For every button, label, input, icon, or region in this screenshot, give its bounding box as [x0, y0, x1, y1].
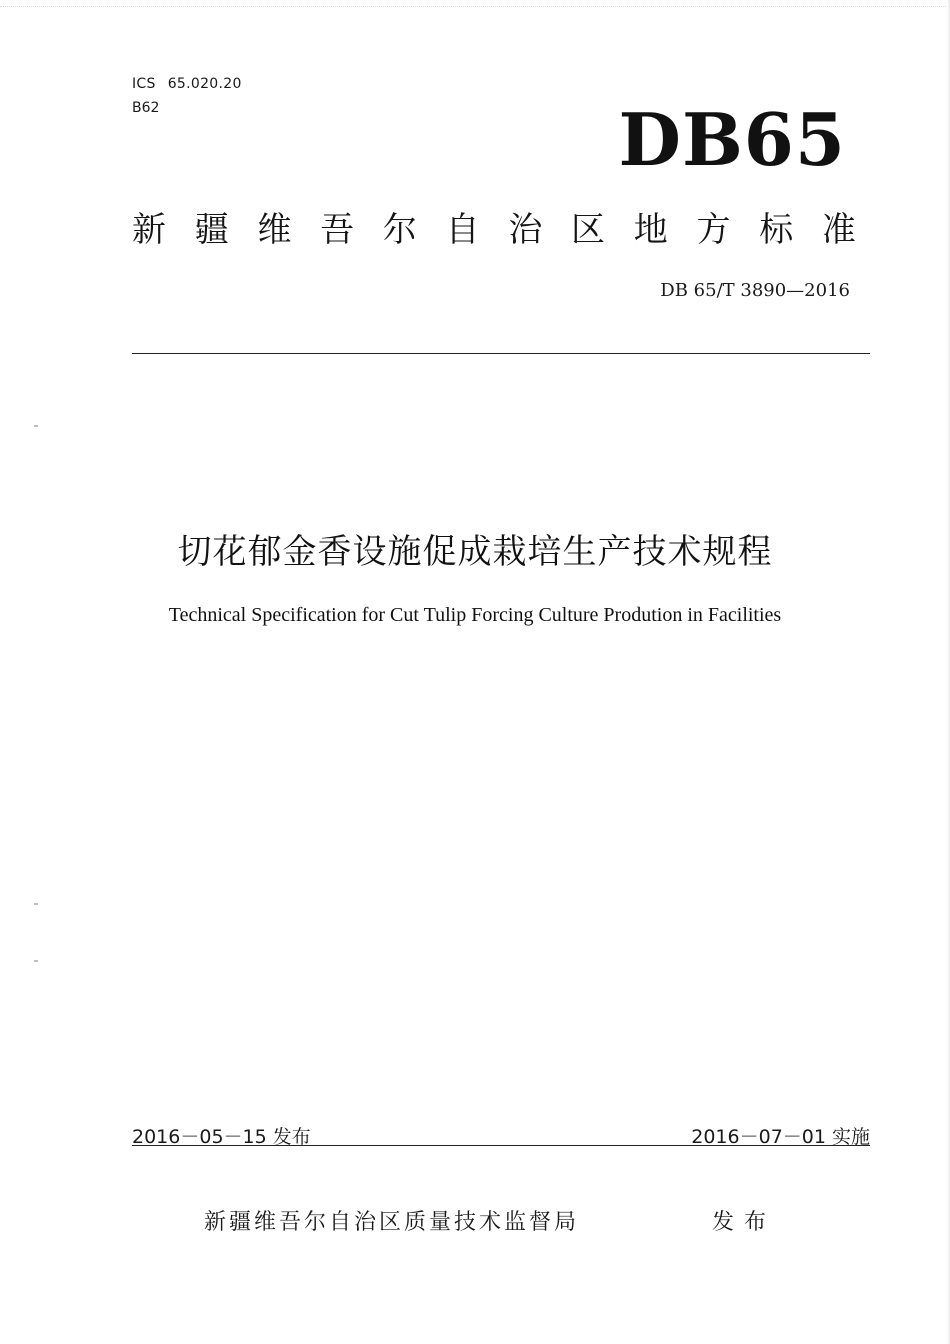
header-divider	[132, 353, 870, 354]
standard-type-char: 新	[132, 210, 166, 250]
implementation-date: 2016－07－01 实施	[691, 1126, 870, 1148]
title-chinese: 切花郁金香设施促成栽培生产技术规程	[177, 532, 773, 572]
publish-label: 发布	[712, 1210, 777, 1235]
ics-label: ICS	[132, 76, 156, 92]
standard-type-char: 地	[633, 210, 668, 250]
scan-speck	[34, 903, 38, 905]
db65-logo: DB65	[618, 97, 846, 182]
footer-divider	[132, 1145, 870, 1146]
issue-date: 2016－05－15 发布	[132, 1126, 311, 1148]
title-english: Technical Specification for Cut Tulip Forcing Culture Prodution in Facilities	[168, 604, 782, 626]
ics-code: 65.020.20	[167, 76, 242, 92]
standard-type-char: 标	[759, 210, 794, 250]
ccs-code: B62	[132, 100, 160, 116]
standard-type-char: 自	[445, 210, 480, 250]
standard-number: DB 65/T 3890—2016	[660, 280, 850, 301]
standard-type-char: 尔	[382, 210, 417, 250]
ics-classification	[132, 76, 242, 92]
scan-speck	[34, 425, 38, 427]
standard-type-char: 治	[508, 210, 543, 250]
standard-type-char: 准	[821, 210, 856, 250]
scan-speck	[34, 960, 38, 962]
standard-type-char: 疆	[194, 210, 229, 250]
standard-type-char: 方	[696, 210, 731, 250]
issuing-authority: 新疆维吾尔自治区质量技术监督局	[204, 1210, 580, 1235]
standard-type-char: 吾	[320, 210, 355, 250]
scan-edge-top	[0, 0, 950, 7]
standard-type-char: 维	[257, 210, 292, 250]
standard-type-char: 区	[571, 210, 606, 250]
standard-type-heading	[132, 206, 856, 254]
